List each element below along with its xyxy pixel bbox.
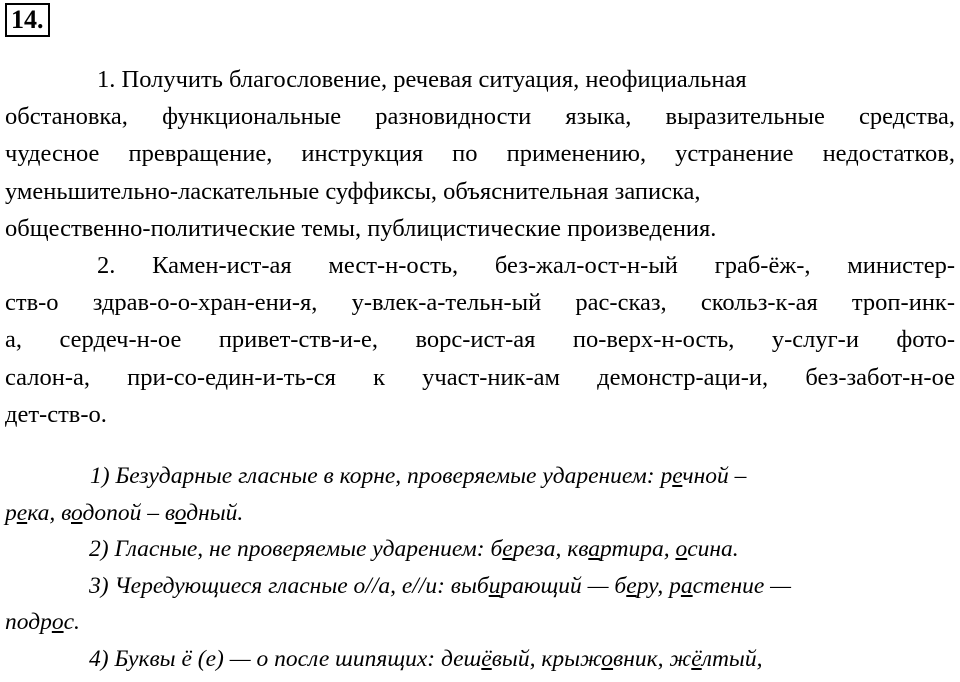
text: дный. bbox=[186, 499, 244, 526]
paragraph-1-line-2: обстановка, функциональные разновидности языка, выразительные средства, bbox=[5, 103, 955, 131]
paragraph-2-line-4: салон-а, при-со-един-и-ть-ся к участ-ник-ам демонстр-аци-и, без-забот-н-ое bbox=[5, 363, 955, 391]
paragraph-2-line-2: ств-о здрав-о-о-хран-ени-я, у-влек-а-тельн-ый рас-сказ, скольз-к-ая троп-инк- bbox=[5, 289, 955, 317]
text: с. bbox=[63, 609, 80, 635]
exercise-number: 14. bbox=[5, 3, 50, 37]
text: лтый, bbox=[701, 645, 763, 672]
text: вник, ж bbox=[613, 645, 692, 672]
text: вый, крыж bbox=[491, 645, 602, 672]
rule-3-line-1 bbox=[5, 568, 955, 605]
rule-3-line-2 bbox=[5, 604, 955, 641]
text: допой – в bbox=[82, 499, 175, 526]
paragraph-1-line-3: чудесное превращение, инструкция по применению, устранение недостатков, bbox=[5, 140, 955, 168]
text: 4) Буквы ё (е) — о после шипящих: деш bbox=[89, 645, 482, 672]
rule-1-line-2 bbox=[5, 495, 955, 532]
paragraph-1-line-1: 1. Получить благословение, речевая ситуация, неофициальная bbox=[97, 66, 747, 93]
text: ка, в bbox=[27, 499, 71, 526]
spelling-rules bbox=[5, 458, 955, 677]
text: реза, кв bbox=[512, 536, 589, 562]
underlined-letter: е bbox=[672, 463, 683, 489]
text: р bbox=[5, 499, 17, 526]
underlined-letter: и bbox=[488, 572, 501, 599]
underlined-letter: о bbox=[174, 499, 187, 526]
rule-4-line bbox=[5, 641, 955, 678]
text: ртира, bbox=[600, 536, 676, 562]
text: чной – bbox=[682, 463, 747, 489]
text: рающий — б bbox=[500, 572, 627, 599]
underlined-letter: а bbox=[588, 536, 601, 562]
underlined-letter: е bbox=[626, 572, 637, 599]
underlined-letter: е bbox=[502, 536, 513, 562]
text: сина. bbox=[687, 536, 739, 562]
paragraph-2-line-3: а, сердеч-н-ое привет-ств-и-е, ворс-ист-ая по-верх-н-ость, у-слуг-и фото- bbox=[5, 326, 955, 354]
underlined-letter: а bbox=[680, 572, 693, 599]
rule-1-line-1 bbox=[5, 458, 955, 495]
underlined-letter: о bbox=[601, 645, 614, 672]
underlined-letter: ё bbox=[481, 645, 492, 672]
paragraph-1-line-5: общественно-политические темы, публицистические произведения. bbox=[5, 214, 717, 242]
underlined-letter: ё bbox=[691, 645, 702, 672]
paragraph-1-line-4: уменьшительно-ласкательные суффиксы, объяснительная записка, bbox=[5, 177, 701, 205]
paragraph-2-line-1: 2. Камен-ист-ая мест-н-ость, без-жал-ост-н-ый граб-ёж-, министер- bbox=[97, 252, 955, 280]
text: 3) Чередующиеся гласные о//а, е//и: выб bbox=[89, 572, 489, 599]
text: подр bbox=[5, 609, 52, 635]
rule-2-line bbox=[5, 531, 955, 568]
text: стение — bbox=[692, 572, 792, 599]
text: 1) Безударные гласные в корне, проверяемые ударением: р bbox=[90, 463, 673, 489]
underlined-letter: е bbox=[16, 499, 28, 526]
underlined-letter: о bbox=[71, 499, 83, 526]
underlined-letter: о bbox=[51, 609, 64, 635]
answer-text bbox=[5, 61, 955, 433]
text: ру, р bbox=[636, 572, 681, 599]
paragraph-2-line-5: дет-ств-о. bbox=[5, 400, 107, 428]
underlined-letter: о bbox=[675, 536, 688, 562]
text: 2) Гласные, не проверяемые ударением: б bbox=[89, 536, 503, 562]
